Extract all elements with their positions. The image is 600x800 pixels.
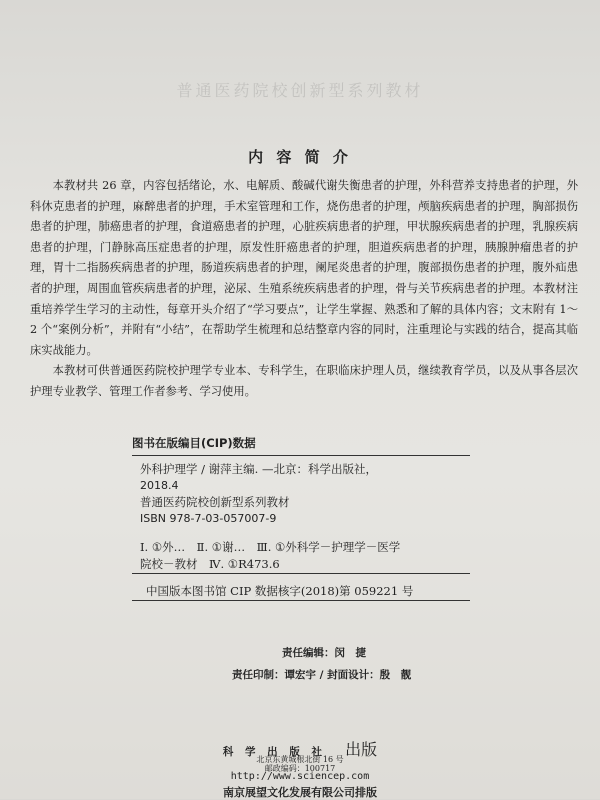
cip-line-isbn: ISBN 978-7-03-057007-9 bbox=[140, 511, 277, 525]
ghost-series-header: 普通医药院校创新型系列教材 bbox=[176, 81, 424, 100]
cip-heading: 图书在版编目(CIP)数据 bbox=[132, 436, 256, 450]
cip-middle-rule bbox=[132, 573, 470, 574]
responsible-editor: 责任编辑：闵 捷 bbox=[282, 647, 366, 659]
cip-line-classification-cont: 院校－教材 Ⅳ. ①R473.6 bbox=[140, 556, 280, 571]
publisher-suffix: 出版 bbox=[345, 740, 378, 759]
cip-line-classification: Ⅰ. ①外… Ⅱ. ①谢… Ⅲ. ①外科学－护理学－医学 bbox=[140, 540, 401, 554]
cip-data-code: 中国版本图书馆 CIP 数据核字(2018)第 059221 号 bbox=[146, 584, 414, 598]
intro-paragraph-2: 本教材可供普通医药院校护理学专业本、专科学生，在职临床护理人员，继续教育学员，以及从事各层次护理专业教学、管理工作者参考、学习使用。 bbox=[30, 364, 578, 398]
printing-and-cover-design: 责任印制：谭宏宇 / 封面设计：殷 靓 bbox=[232, 669, 412, 681]
cip-top-rule bbox=[132, 455, 470, 456]
publisher-postcode: 邮政编码：100717 bbox=[264, 764, 336, 773]
cip-record bbox=[140, 461, 470, 572]
intro-section bbox=[30, 176, 578, 403]
cip-line-title: 外科护理学 / 谢萍主编. —北京：科学出版社， bbox=[140, 462, 377, 476]
cip-bottom-rule bbox=[132, 600, 470, 601]
publisher-address: 北京东黄城根北街 16 号 bbox=[256, 755, 344, 764]
intro-title: 内 容 简 介 bbox=[248, 148, 352, 166]
publisher-website[interactable]: http://www.sciencep.com bbox=[230, 771, 370, 782]
cip-line-date: 2018.4 bbox=[140, 478, 179, 492]
typesetting-credit: 南京展望文化发展有限公司排版 bbox=[223, 786, 377, 799]
publisher-name: 科 学 出 版 社 bbox=[222, 746, 326, 758]
cip-line-series: 普通医药院校创新型系列教材 bbox=[140, 495, 290, 509]
intro-paragraph-1: 本教材共 26 章，内容包括绪论，水、电解质、酸碱代谢失衡患者的护理，外科营养支持患者的护理，外科休克患者的护理，麻醉患者的护理，手术室管理和工作，烧伤患者的护理，颅脑疾病患者的护理，胸部损伤患者的护理，肺癌患者的护理，食道癌患者的护理，心脏疾病患者的护理，甲状腺疾病患者的护理，乳腺疾病患者的护理，门静脉高压症患者的护理，原发性肝癌患者的护理，胆道疾病患者的护理，胰腺肿瘤患者的护理，胃十二指肠疾病患者的护理，肠道疾病患者的护理，阑尾炎患者的护理，腹部损伤患者的护理，腹外疝患者的护理，周围血管疾病患者的护理，泌尿、生殖系统疾病患者的护理，骨与关节疾病患者的护理。本教材注重培养学生学习的主动性，每章开头介绍了“学习要点”，让学生掌握、熟悉和了解的具体内容；文末附有 1～2 个“案例分析”，并附有“小结”，在帮助学生梳理和总结整章内容的同时，注重理论与实践的结合，提高其临床实战能力。 bbox=[30, 179, 578, 357]
